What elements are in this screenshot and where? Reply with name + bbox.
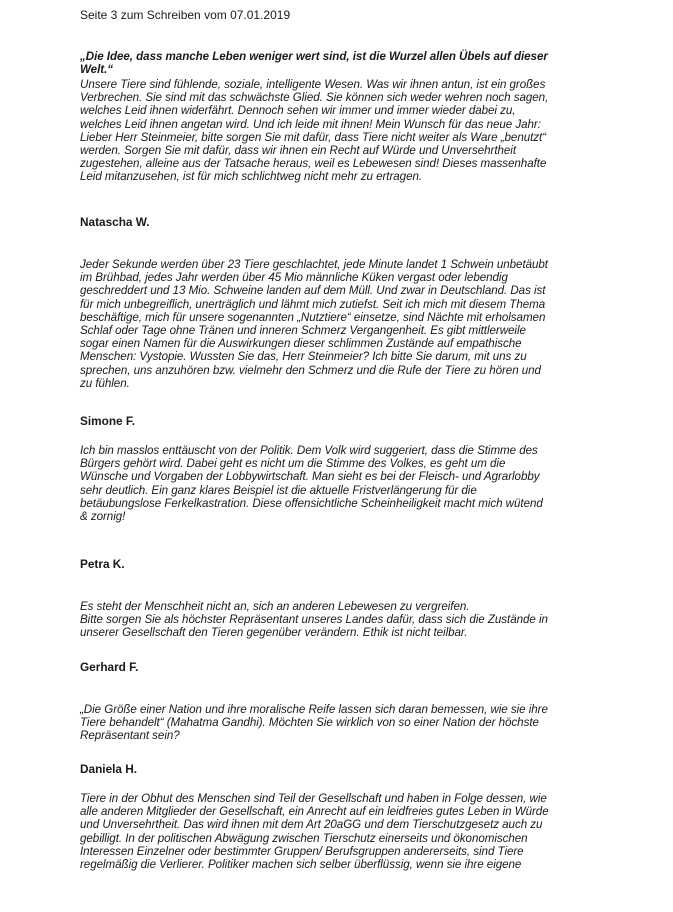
letter-author: Natascha W.	[80, 215, 150, 229]
letter-text: „Die Größe einer Nation und ihre moralische Reife lassen sich daran bemessen, wie sie ihre Tiere behandelt“ (Mahatma Gandhi). Möchten Sie wirklich von so einer Nation der höchste Repräsentant sein?	[80, 703, 548, 743]
letter-author: Simone F.	[80, 414, 136, 428]
letter-text: Jeder Sekunde werden über 23 Tiere geschlachtet, jede Minute landet 1 Schwein unbetäubt im Brühbad, jedes Jahr werden über 45 Mio männliche Küken vergast oder lebendig geschreddert und 13 Mio. Schweine landen auf dem Müll. Und zwar in Deutschland. Das ist für mich unbegreiflich, unerträglich und lähmt mich zutiefst. Seit ich mich mit diesem Thema beschäftige, mich für unsere sogenannten „Nutztiere“ einsetze, sind Nächte mit erholsamen Schlaf oder Tage ohne Tränen und inneren Schmerz Vergangenheit. Es gibt mittlerweile sogar einen Namen für die Auswirkungen dieser schlimmen Zustände auf empathische Menschen: Vystopie. Wussten Sie das, Herr Steinmeier? Ich bitte Sie darum, mit uns zu sprechen, uns anzuhören bzw. vielmehr den Schmerz und die Rufe der Tiere zu hören und zu fühlen.	[80, 258, 548, 390]
intro-text: Unsere Tiere sind fühlende, soziale, intelligente Wesen. Was wir ihnen antun, ist ein großes Verbrechen. Sie sind mit das schwächste Glied. Sie können sich weder wehren noch sagen, welches Leid ihnen widerfährt. Dennoch sehen wir immer und immer wieder dabei zu, welches Leid ihnen angetan wird. Und ich leide mit ihnen! Mein Wunsch für das neue Jahr: Lieber Herr Steinmeier, bitte sorgen Sie mit dafür, dass Tiere nicht weiter als Ware „benutzt“ werden. Sorgen Sie mit dafür, dass wir ihnen ein Recht auf Würde und Unversehrtheit zugestehen, alleine aus der Tatsache heraus, weil es Lebewesen sind! Dieses massenhafte Leid mitanzusehen, ist für mich schlichtweg nicht mehr zu ertragen.	[80, 78, 549, 184]
letter-text: Es steht der Menschheit nicht an, sich an anderen Lebewesen zu vergreifen. Bitte sorgen Sie als höchster Repräsentant unseres Landes dafür, dass sich die Zustände in unserer Gesellschaft den Tieren gegenüber verändern. Ethik ist nicht teilbar.	[80, 600, 548, 640]
page-header: Seite 3 zum Schreiben vom 07.01.2019	[80, 8, 291, 22]
letter-author: Gerhard F.	[80, 660, 139, 674]
letter-text: Ich bin masslos enttäuscht von der Politik. Dem Volk wird suggeriert, dass die Stimme des Bürgers gehört wird. Dabei geht es nicht um die Stimme des Volkes, es geht um die Wünsche und Vorgaben der Lobbywirtschaft. Man sieht es bei der Fleisch- und Agrarlobby sehr deutlich. Ein ganz klares Beispiel ist die aktuelle Fristverlängerung für die betäubungslose Ferkelkastration. Diese offensichtliche Scheinheiligkeit macht mich wütend & zornig!	[80, 444, 543, 524]
letter-author: Daniela H.	[80, 762, 138, 776]
letter-author: Petra K.	[80, 557, 125, 571]
letter-text: Tiere in der Obhut des Menschen sind Teil der Gesellschaft und haben in Folge dessen, wie alle anderen Mitglieder der Gesellschaft, ein Anrecht auf ein leidfreies gutes Leben in Würde und Unversehrtheit. Das wird ihnen mit dem Art 20aGG und dem Tierschutzgesetz auch zu gebilligt. In der politischen Abwägung zwischen Tierschutz einerseits und ökonomischen Interessen Einzelner oder bestimmter Gruppen/ Berufsgruppen andererseits, sind Tiere regelmäßig die Verlierer. Politiker machen sich selber überflüssig, wenn sie ihre eigene	[80, 792, 549, 872]
intro-quote: „Die Idee, dass manche Leben weniger wert sind, ist die Wurzel allen Übels auf dieser Welt.“	[80, 50, 548, 77]
